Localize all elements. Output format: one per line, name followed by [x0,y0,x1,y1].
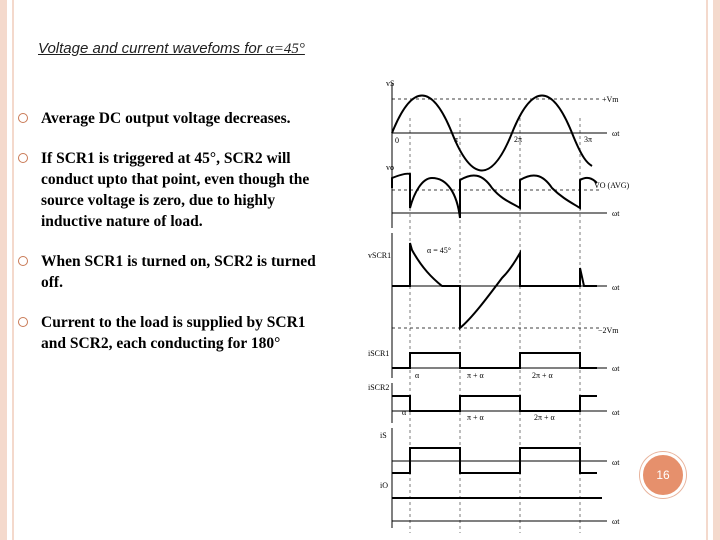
reference-dashed-lines [410,118,580,533]
label-iscr1: iSCR1 [368,349,390,358]
bullet-text: Average DC output voltage decreases. [41,110,291,127]
label-wt-7: ωt [612,517,620,526]
label-is: iS [380,431,387,440]
label-vo-avg: VO (AVG) [594,181,630,190]
waveform-figure [362,78,637,540]
iscr2-waveform [392,396,597,411]
label-alpha-1: α [415,371,420,380]
label-vo: vo [386,163,394,172]
bullet-circle-icon [18,113,28,123]
left-border-band [0,0,7,540]
bullet-circle-icon [18,153,28,163]
label-zero: 0 [395,136,399,145]
bullet-text: Current to the load is supplied by SCR1 and SCR2, each conducting for 180° [41,314,306,352]
bullet-text: If SCR1 is triggered at 45°, SCR2 will conduct upto that point, even though the source voltage is zero, due to highly inductive nature of load. [41,150,310,230]
iscr1-waveform [392,353,597,368]
slide-title-alpha: α=45° [265,41,305,57]
page-number-badge: 16 [640,452,686,498]
label-wt-1: ωt [612,129,620,138]
label-vs: vS [386,79,395,88]
label-io: iO [380,481,388,490]
label-alpha-2: α [402,408,407,417]
bullet-text: When SCR1 is turned on, SCR2 is turned off. [41,253,316,291]
label-two-pi-plus-alpha-2: 2π + α [534,413,555,422]
label-pi: π [454,135,459,144]
label-alpha-45: α = 45° [427,246,451,255]
label-two-pi: 2π [514,135,523,144]
slide-title-text: Voltage and current wavefoms for [38,40,266,57]
bullet-circle-icon [18,317,28,327]
bullet-item [18,148,318,232]
label-two-pi-plus-alpha-1: 2π + α [532,371,553,380]
left-border-line [12,0,14,540]
right-border-line [706,0,708,540]
label-pi-plus-alpha-2: π + α [467,413,484,422]
label-wt-6: ωt [612,458,620,467]
label-minus-2vm: −2Vm [598,326,619,335]
label-vm: +Vm [602,95,619,104]
bullet-list [18,108,318,373]
slide-title [38,40,305,58]
label-wt-3: ωt [612,283,620,292]
vo-waveform [392,174,597,218]
label-wt-5: ωt [612,408,620,417]
label-three-pi: 3π [584,135,593,144]
bullet-item [18,251,318,293]
label-iscr2: iSCR2 [368,383,390,392]
label-pi-plus-alpha-1: π + α [467,371,484,380]
bullet-circle-icon [18,256,28,266]
label-wt-4: ωt [612,364,620,373]
bullet-item [18,108,318,129]
label-vscr1: vSCR1 [368,251,392,260]
label-wt-2: ωt [612,209,620,218]
right-border-band [713,0,720,540]
bullet-item [18,312,318,354]
